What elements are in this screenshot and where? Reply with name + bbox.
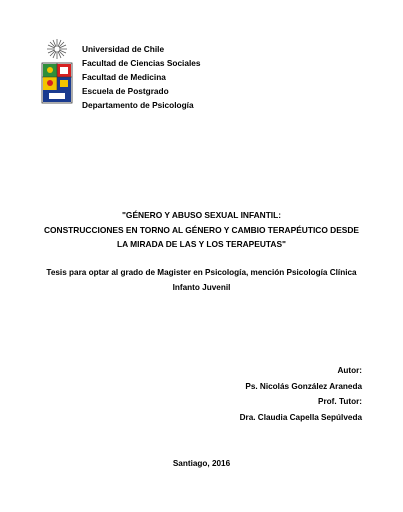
degree-line: Infanto Juvenil xyxy=(172,282,231,292)
institution-line: Universidad de Chile xyxy=(82,44,165,54)
authors-block xyxy=(240,363,362,425)
institution-line: Facultad de Medicina xyxy=(82,72,166,82)
tutor-label: Prof. Tutor: xyxy=(318,397,362,406)
place-date: Santiago, 2016 xyxy=(172,459,231,468)
institution-line: Departamento de Psicología xyxy=(82,100,194,110)
author-label: Autor: xyxy=(337,366,362,375)
thesis-title xyxy=(20,208,383,252)
author-name: Ps. Nicolás González Araneda xyxy=(245,381,362,391)
coat-of-arms-shield xyxy=(42,63,72,103)
institution-line: Facultad de Ciencias Sociales xyxy=(82,58,201,68)
tutor-name: Dra. Claudia Capella Sepúlveda xyxy=(239,412,362,422)
institution-line: Escuela de Postgrado xyxy=(82,86,169,96)
title-line: "GÉNERO Y ABUSO SEXUAL INFANTIL: xyxy=(121,210,282,220)
institution-block xyxy=(82,42,201,112)
degree-line: Tesis para optar al grado de Magister en Psicología, mención Psicología Clínica xyxy=(46,268,357,277)
university-of-chile-logo xyxy=(38,37,76,109)
title-line: CONSTRUCCIONES EN TORNO AL GÉNERO Y CAMBIO TERAPÉUTICO DESDE xyxy=(43,224,360,235)
degree-statement xyxy=(20,266,383,295)
title-line: LA MIRADA DE LAS Y LOS TERAPEUTAS" xyxy=(117,239,286,249)
